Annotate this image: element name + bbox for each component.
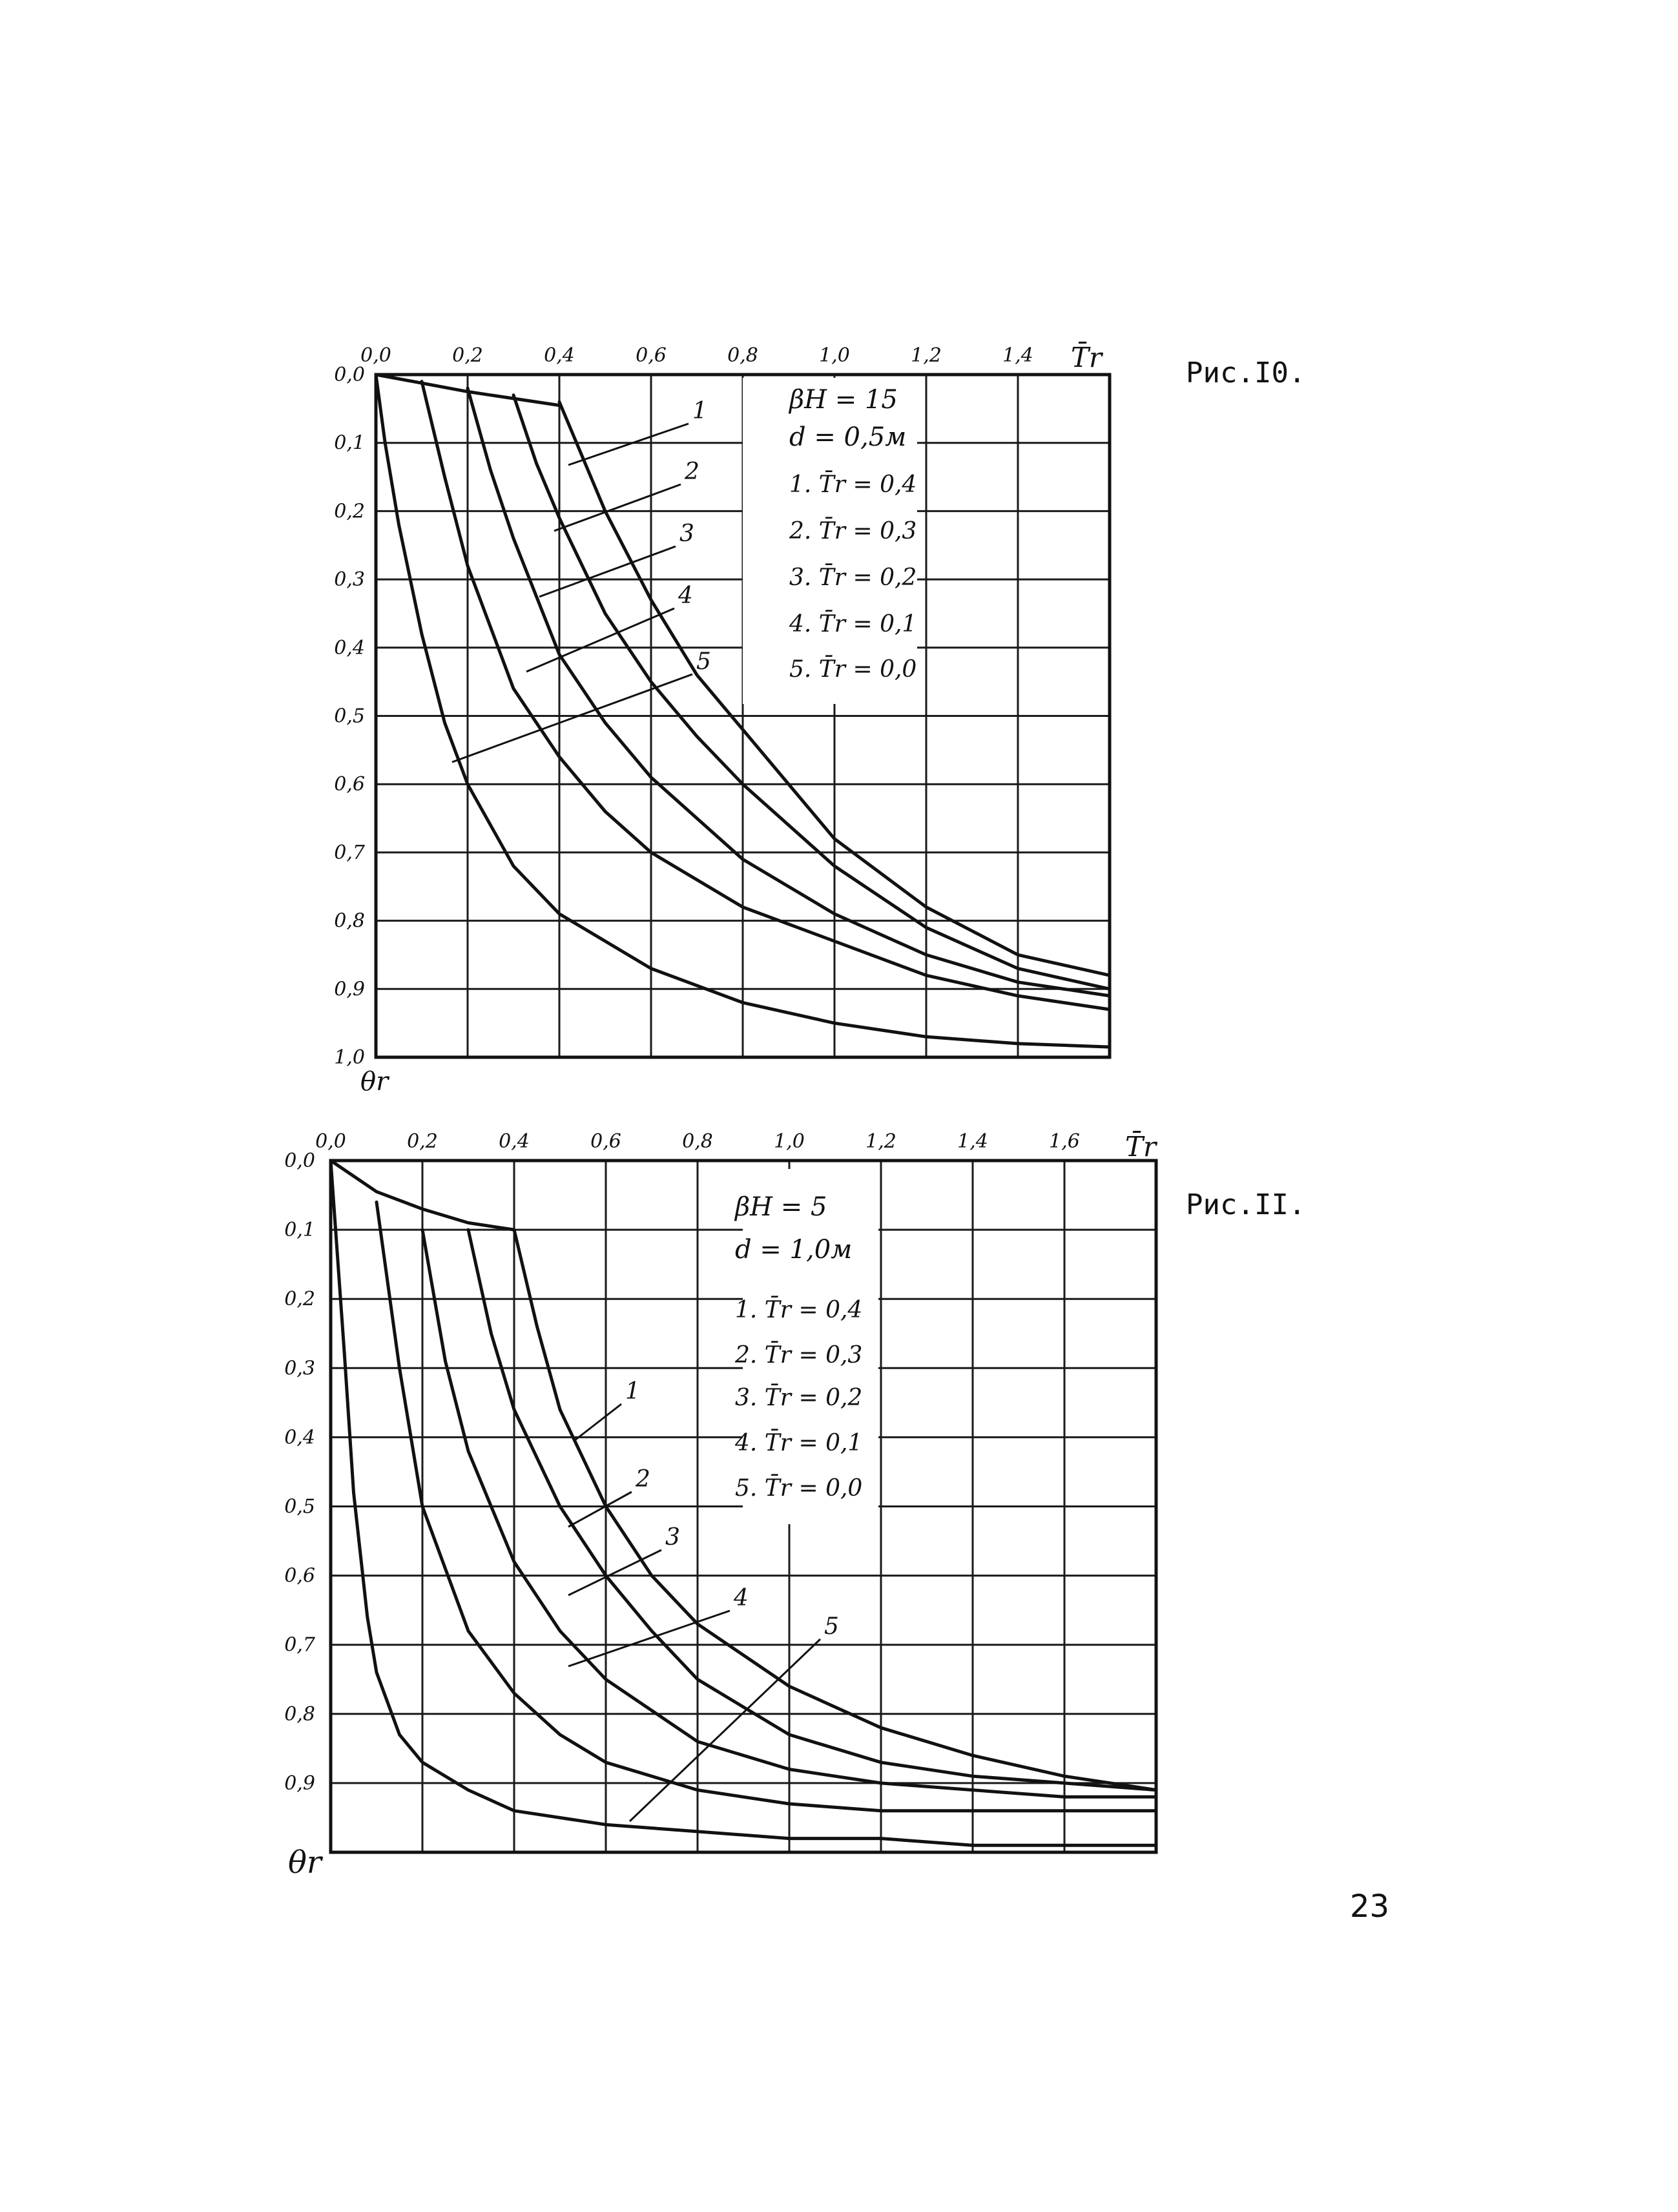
x-tick-label: 1,2 (865, 1130, 896, 1153)
x-tick-label: 0,6 (590, 1130, 621, 1153)
y-tick-label: 0,2 (334, 500, 365, 523)
x-tick-label: 0,0 (315, 1130, 346, 1153)
curve-label: 1 (625, 1378, 640, 1405)
figure-11 (284, 1130, 1305, 1881)
x-tick-label: 0,4 (499, 1130, 530, 1153)
x-tick-label: 1,0 (819, 344, 850, 367)
legend-entry: 3. T̄r = 0,2 (789, 564, 917, 591)
x-tick-label: 0,4 (544, 344, 575, 367)
y-tick-label: 0,9 (284, 1772, 315, 1795)
y-tick-label: 1,0 (334, 1046, 365, 1069)
y-tick-label: 0,5 (284, 1495, 315, 1518)
x-tick-label: 0,8 (682, 1130, 713, 1153)
figure-10-y-axis-label: θr (360, 1067, 389, 1097)
curve-label: 4 (734, 1585, 749, 1611)
y-tick-label: 0,7 (284, 1633, 315, 1657)
x-tick-label: 1,4 (957, 1130, 988, 1153)
curve-label-leader (568, 1611, 730, 1666)
curve-label-leader (575, 1404, 621, 1440)
legend-entry: d = 1,0м (735, 1235, 853, 1265)
curve-label: 4 (678, 583, 693, 609)
figure-10-x-axis-label: T̄r (1071, 342, 1103, 373)
legend-entry: βH = 5 (735, 1192, 827, 1222)
legend-entry: 4. T̄r = 0,1 (789, 611, 917, 637)
figure-11-legend (734, 1192, 862, 1502)
curve-label: 3 (679, 521, 694, 547)
curve-label: 5 (824, 1613, 839, 1640)
legend-entry: 5. T̄r = 0,0 (735, 1475, 863, 1502)
page-number: 23 (1350, 1888, 1390, 1925)
y-tick-label: 0,6 (334, 773, 365, 796)
curve-label-leader (452, 674, 692, 762)
figure-10-y-ticks (334, 364, 366, 1069)
x-tick-label: 0,0 (360, 344, 391, 367)
y-tick-label: 0,1 (334, 431, 365, 455)
y-tick-label: 0,9 (334, 978, 365, 1001)
legend-entry: d = 0,5м (789, 422, 907, 452)
x-tick-label: 1,4 (1002, 344, 1033, 367)
y-tick-label: 0,7 (334, 841, 365, 864)
y-tick-label: 0,0 (334, 364, 365, 386)
curve-label: 2 (636, 1466, 650, 1493)
curve-label: 1 (692, 398, 707, 424)
legend-entry: 2. T̄r = 0,3 (789, 518, 917, 544)
figure-11-x-axis-label: T̄r (1125, 1131, 1157, 1163)
figure-11-x-ticks (315, 1130, 1080, 1153)
y-tick-label: 0,5 (334, 705, 365, 728)
x-tick-label: 1,0 (774, 1130, 805, 1153)
curve-label: 3 (665, 1524, 680, 1551)
legend-entry: 1. T̄r = 0,4 (735, 1297, 863, 1323)
figure-10 (334, 340, 1305, 1097)
y-tick-label: 0,8 (334, 909, 365, 933)
figure-11-caption: Рис.II. (1186, 1188, 1306, 1221)
y-tick-label: 0,4 (334, 636, 365, 659)
x-tick-label: 0,2 (452, 344, 483, 367)
y-tick-label: 0,3 (334, 568, 365, 592)
y-tick-label: 0,8 (284, 1702, 315, 1726)
legend-entry: 2. T̄r = 0,3 (735, 1342, 863, 1369)
x-tick-label: 0,8 (727, 344, 758, 367)
figure-10-caption: Рис.I0. (1186, 357, 1306, 389)
y-tick-label: 0,1 (284, 1219, 315, 1242)
x-tick-label: 1,6 (1049, 1130, 1080, 1153)
curve-label: 5 (696, 648, 711, 675)
figure-11-y-axis-label: θr (288, 1845, 322, 1881)
figure-11-y-ticks (284, 1150, 316, 1795)
y-tick-label: 0,2 (284, 1288, 315, 1311)
x-tick-label: 0,2 (407, 1130, 438, 1153)
y-tick-label: 0,6 (284, 1564, 315, 1587)
y-tick-label: 0,0 (284, 1150, 315, 1172)
figure-10-x-ticks (360, 344, 1033, 367)
curve-label: 2 (685, 459, 699, 485)
legend-entry: 4. T̄r = 0,1 (735, 1430, 863, 1456)
legend-entry: 3. T̄r = 0,2 (735, 1385, 863, 1411)
legend-entry: 1. T̄r = 0,4 (789, 471, 917, 498)
curve-label-leader (526, 608, 674, 672)
curve-label-leader (554, 484, 681, 531)
legend-entry: 5. T̄r = 0,0 (789, 656, 917, 683)
y-tick-label: 0,3 (284, 1357, 315, 1380)
y-tick-label: 0,4 (284, 1426, 315, 1449)
x-tick-label: 1,2 (911, 344, 942, 367)
legend-entry: βH = 15 (789, 385, 898, 415)
curve-label-leader (568, 424, 689, 465)
x-tick-label: 0,6 (636, 344, 667, 367)
